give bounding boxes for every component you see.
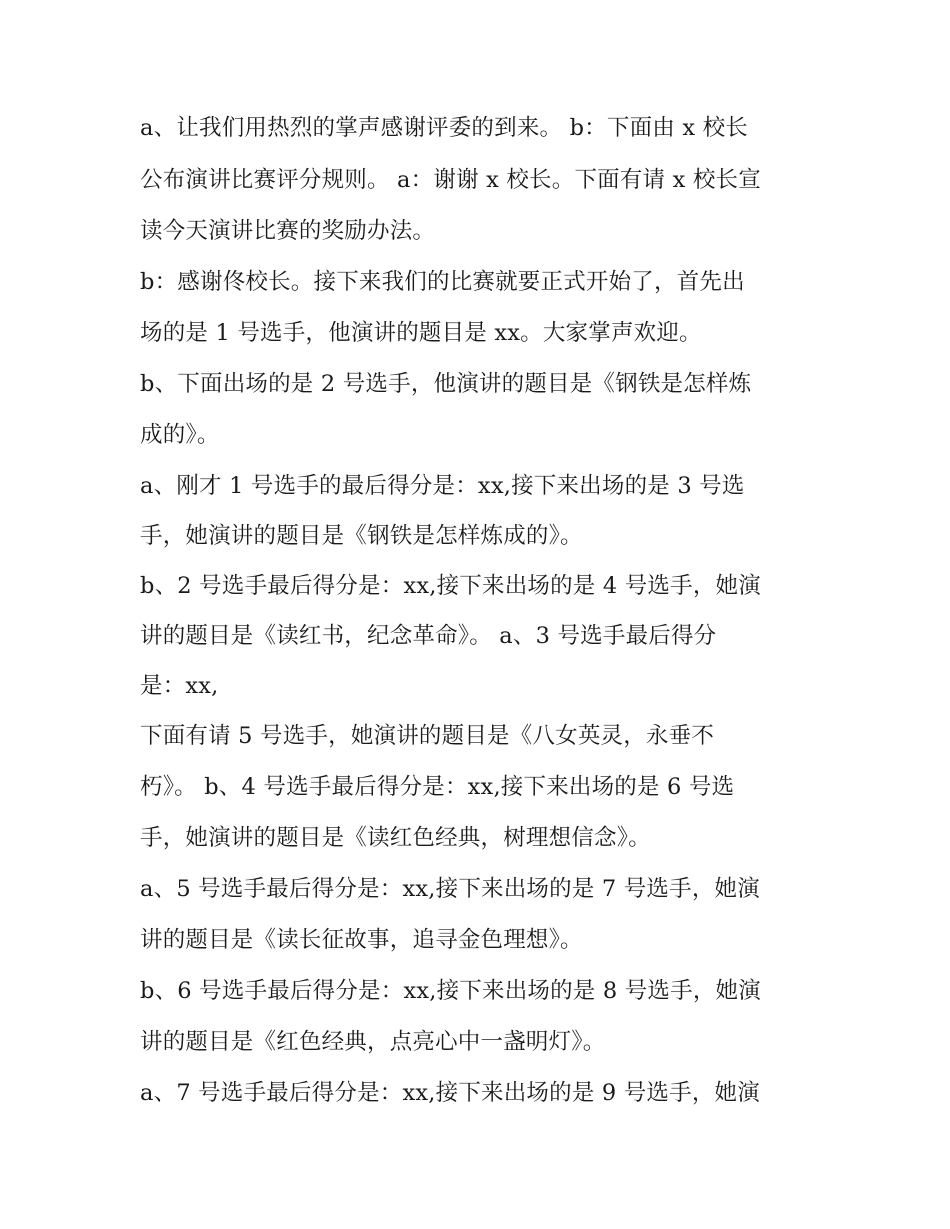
text-line: 讲的题目是《读长征故事，追寻金色理想》。 bbox=[140, 927, 583, 953]
text-line: a、7 号选手最后得分是：xx,接下来出场的是 9 号选手，她演 bbox=[140, 1080, 760, 1106]
text-line: 讲的题目是《读红书，纪念革命》。 a、3 号选手最后得分 bbox=[140, 623, 717, 649]
text-line: b、6 号选手最后得分是：xx,接下来出场的是 8 号选手，她演 bbox=[140, 978, 761, 1004]
text-line: 下面有请 5 号选手，她演讲的题目是《八女英灵，永垂不 bbox=[140, 723, 715, 749]
text-line: a、5 号选手最后得分是：xx,接下来出场的是 7 号选手，她演 bbox=[140, 876, 760, 902]
text-line: 读今天演讲比赛的奖励办法。 bbox=[140, 218, 436, 244]
text-line: 场的是 1 号选手，他演讲的题目是 xx。大家掌声欢迎。 bbox=[140, 320, 702, 346]
text-line: a、让我们用热烈的掌声感谢评委的到来。 b：下面由 x 校长 bbox=[140, 115, 748, 141]
text-line: 手，她演讲的题目是《钢铁是怎样炼成的》。 bbox=[140, 523, 583, 549]
text-line: b：感谢佟校长。接下来我们的比赛就要正式开始了，首先出 bbox=[140, 269, 745, 295]
text-line: 是：xx, bbox=[140, 673, 219, 699]
text-line: a、刚才 1 号选手的最后得分是：xx,接下来出场的是 3 号选 bbox=[140, 473, 745, 499]
text-line: 朽》。 b、4 号选手最后得分是：xx,接下来出场的是 6 号选 bbox=[140, 774, 735, 800]
text-line: b、2 号选手最后得分是：xx,接下来出场的是 4 号选手，她演 bbox=[140, 573, 761, 599]
text-line: 手，她演讲的题目是《读红色经典，树理想信念》。 bbox=[140, 825, 651, 851]
text-line: 成的》。 bbox=[140, 422, 220, 448]
text-line: 讲的题目是《红色经典，点亮心中一盏明灯》。 bbox=[140, 1029, 606, 1055]
text-line: 公布演讲比赛评分规则。 a：谢谢 x 校长。下面有请 x 校长宣 bbox=[140, 167, 761, 193]
text-line: b、下面出场的是 2 号选手，他演讲的题目是《钢铁是怎样炼 bbox=[140, 371, 752, 397]
